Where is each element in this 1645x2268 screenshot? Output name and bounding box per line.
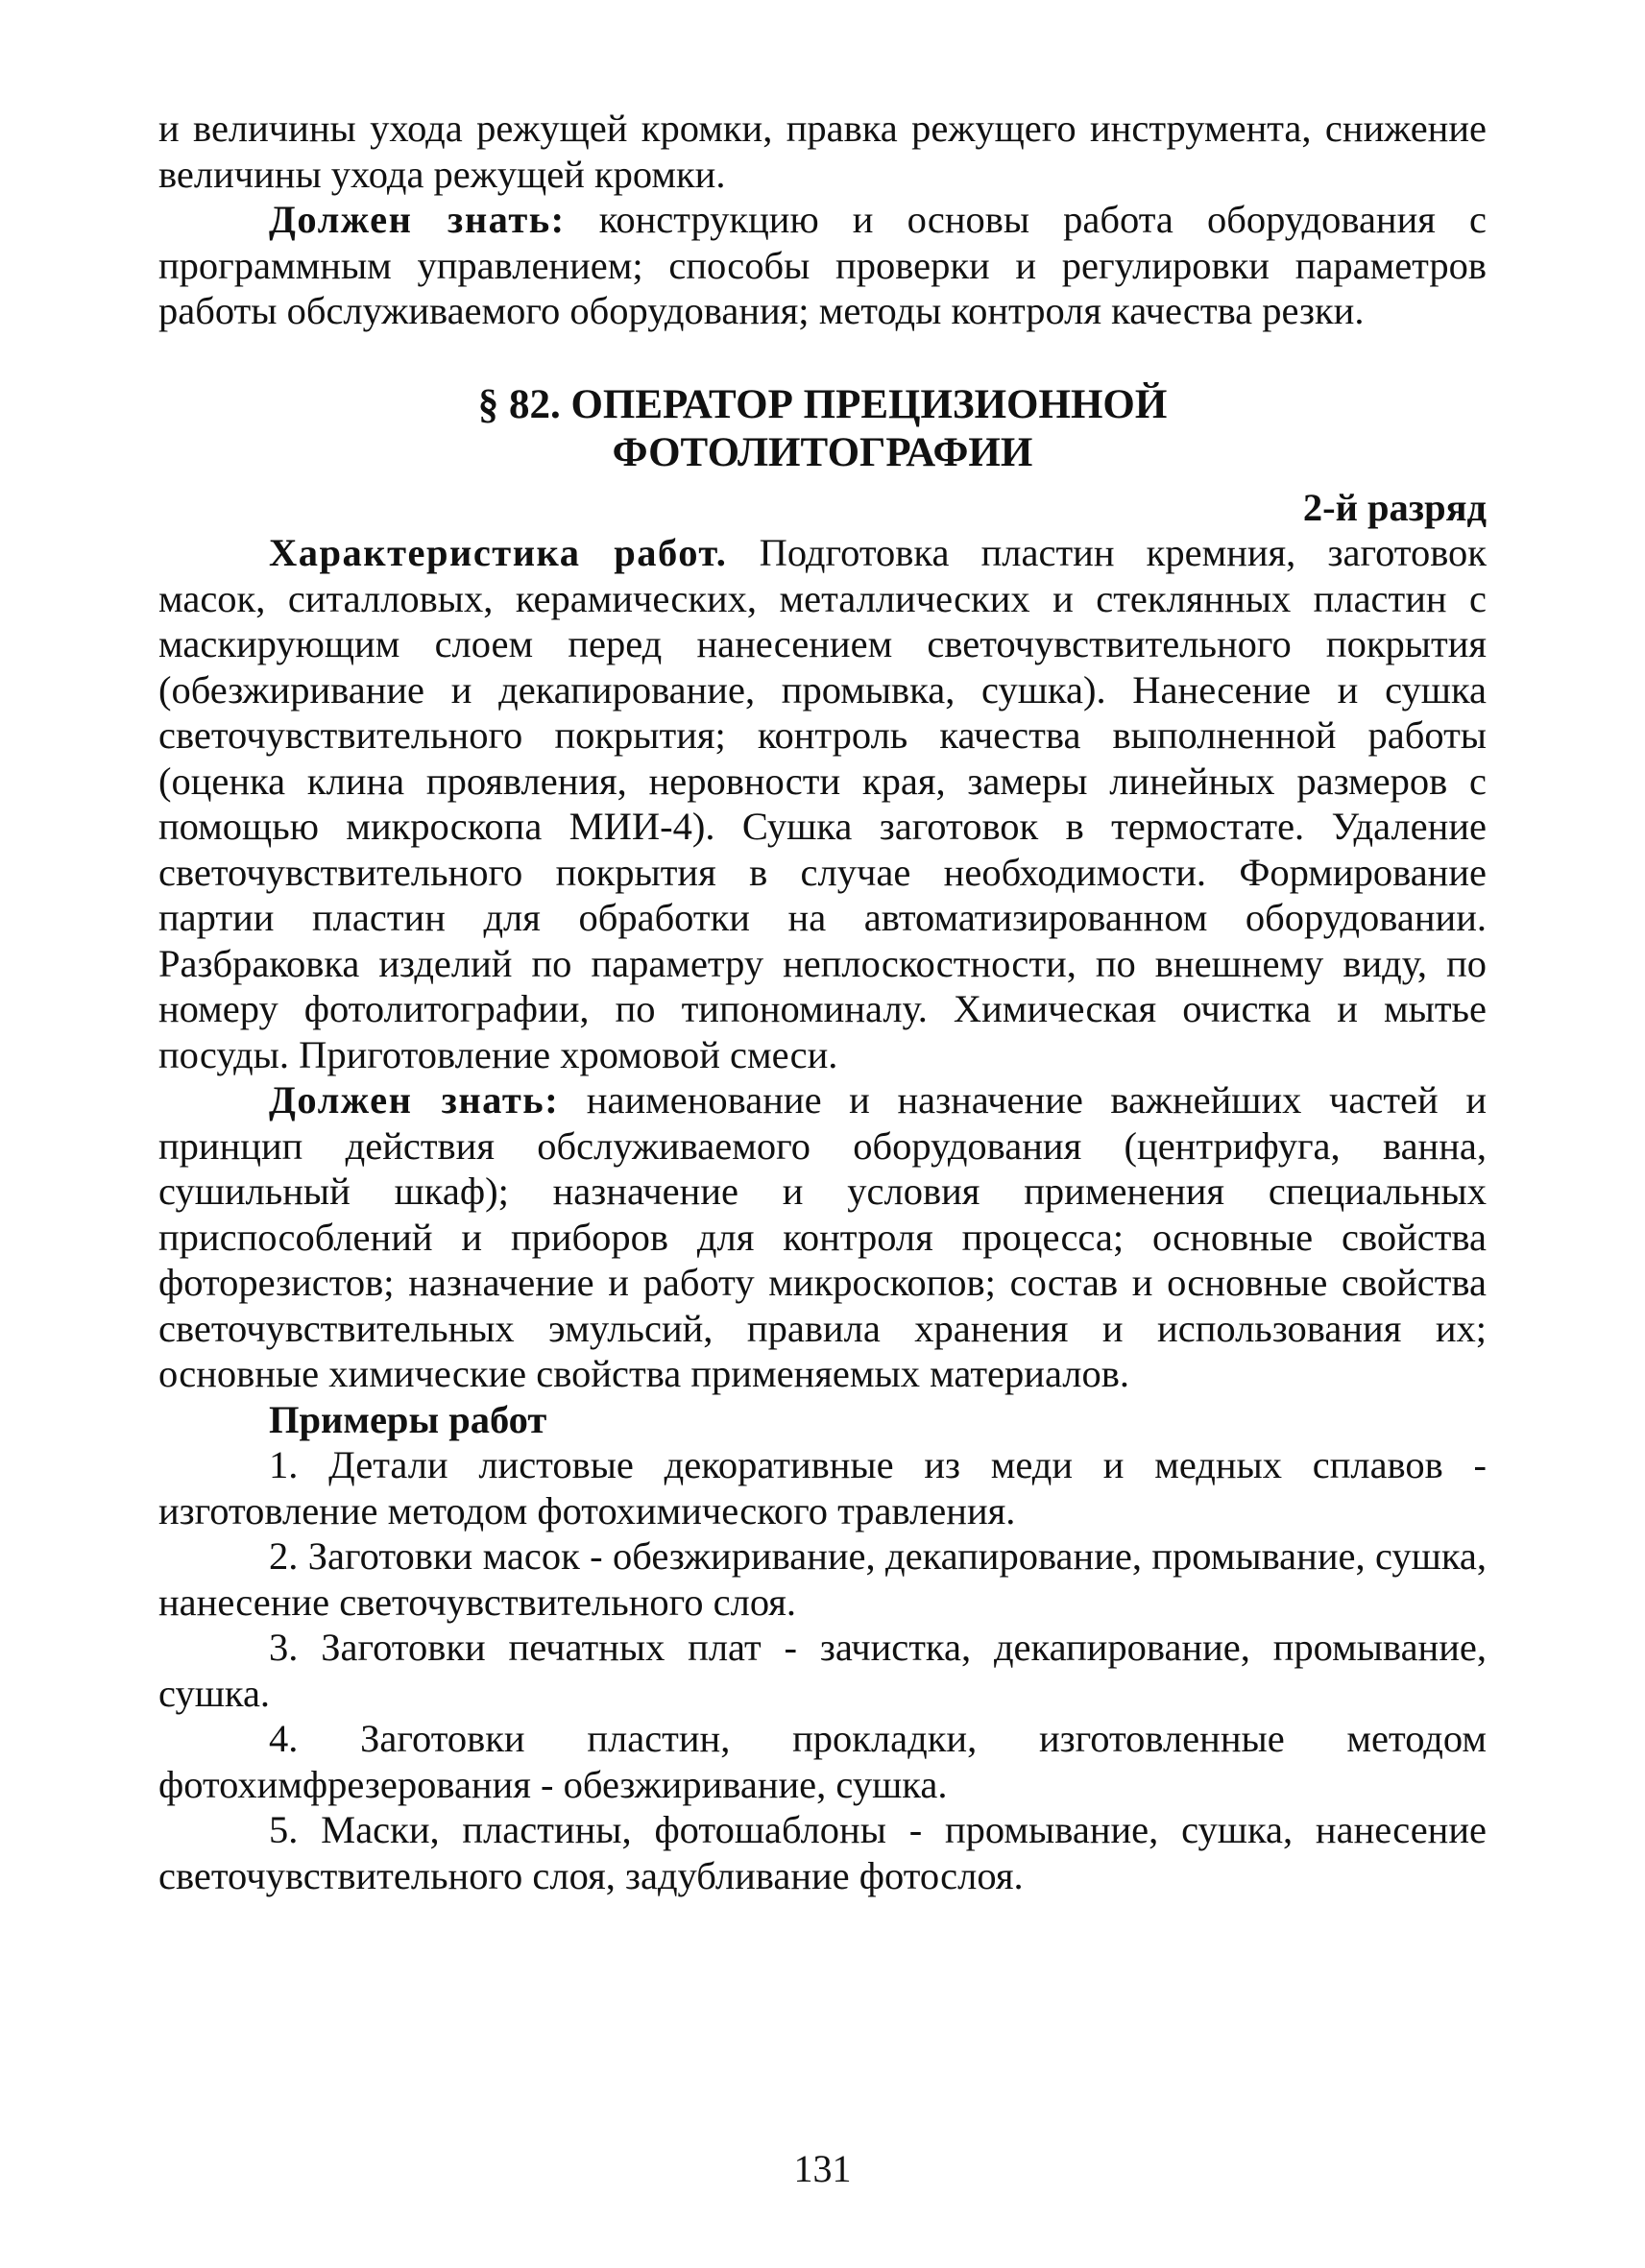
example-item: 4. Заготовки пластин, прокладки, изготовленные методом фотохимфрезерования - обезжиривание, сушка. <box>158 1717 1487 1806</box>
page-number: 131 <box>793 2147 852 2190</box>
must-know-text: наименование и назначение важнейших частей и принцип действия обслуживаемого оборудования (центрифуга, ванна, сушильный шкаф); назначение и условия применения специальных приспособлений и приборов для контроля процесса; основные свойства фоторезистов; назначение и работу микроскопов; состав и основные свойства светочувствительных эмульсий, правила хранения и использования их; основные химические свойства применяемых материалов. <box>158 1078 1487 1395</box>
must-know-paragraph-2 <box>158 1077 1487 1397</box>
must-know-text: конструкцию и основы работа оборудования с программным управлением; способы проверки и регулировки параметров работы обслуживаемого оборудования; методы контроля качества резки. <box>158 198 1487 332</box>
example-item: 5. Маски, пластины, фотошаблоны - промывание, сушка, нанесение светочувствительного слоя, задубливание фотослоя. <box>158 1808 1487 1897</box>
characteristics-text: Подготовка пластин кремния, заготовок масок, ситалловых, керамических, металлических и стеклянных пластин с маскирующим слоем перед нанесением светочувствительного покрытия (обезжиривание и декапирование, промывка, сушка). Нанесение и сушка светочувствительного покрытия; контроль качества выполненной работы (оценка клина проявления, неровности края, замеры линейных размеров с помощью микроскопа МИИ-4). Сушка заготовок в термостате. Удаление светочувствительного покрытия в случае необходимости. Формирование партии пластин для обработки на автоматизированном оборудовании. Разбраковка изделий по параметру неплоскостности, по внешнему виду, по номеру фотолитографии, по типономиналу. Химическая очистка и мытье посуды. Приготовление хромовой смеси. <box>158 531 1487 1076</box>
section-heading <box>158 381 1487 477</box>
section-title-line-1: § 82. ОПЕРАТОР ПРЕЦИЗИОННОЙ <box>477 381 1168 427</box>
must-know-lead: Должен знать: <box>269 1078 560 1122</box>
characteristics-lead: Характеристика работ. <box>269 531 728 574</box>
characteristics-paragraph <box>158 530 1487 1077</box>
examples-title: Примеры работ <box>269 1397 547 1441</box>
example-item: 3. Заготовки печатных плат - зачистка, декапирование, промывание, сушка. <box>158 1626 1487 1715</box>
example-item: 2. Заготовки масок - обезжиривание, декапирование, промывание, сушка, нанесение светочувствительного слоя. <box>158 1534 1487 1624</box>
must-know-lead: Должен знать: <box>269 198 566 241</box>
example-item: 1. Детали листовые декоративные из меди и медных сплавов - изготовление методом фотохимического травления. <box>158 1443 1487 1532</box>
section-title-line-2: ФОТОЛИТОГРАФИИ <box>612 429 1033 475</box>
must-know-paragraph-1 <box>158 197 1487 334</box>
grade-label: 2-й разряд <box>1302 485 1487 529</box>
top-paragraph: и величины ухода режущей кромки, правка режущего инструмента, снижение величины ухода режущей кромки. <box>158 107 1487 196</box>
